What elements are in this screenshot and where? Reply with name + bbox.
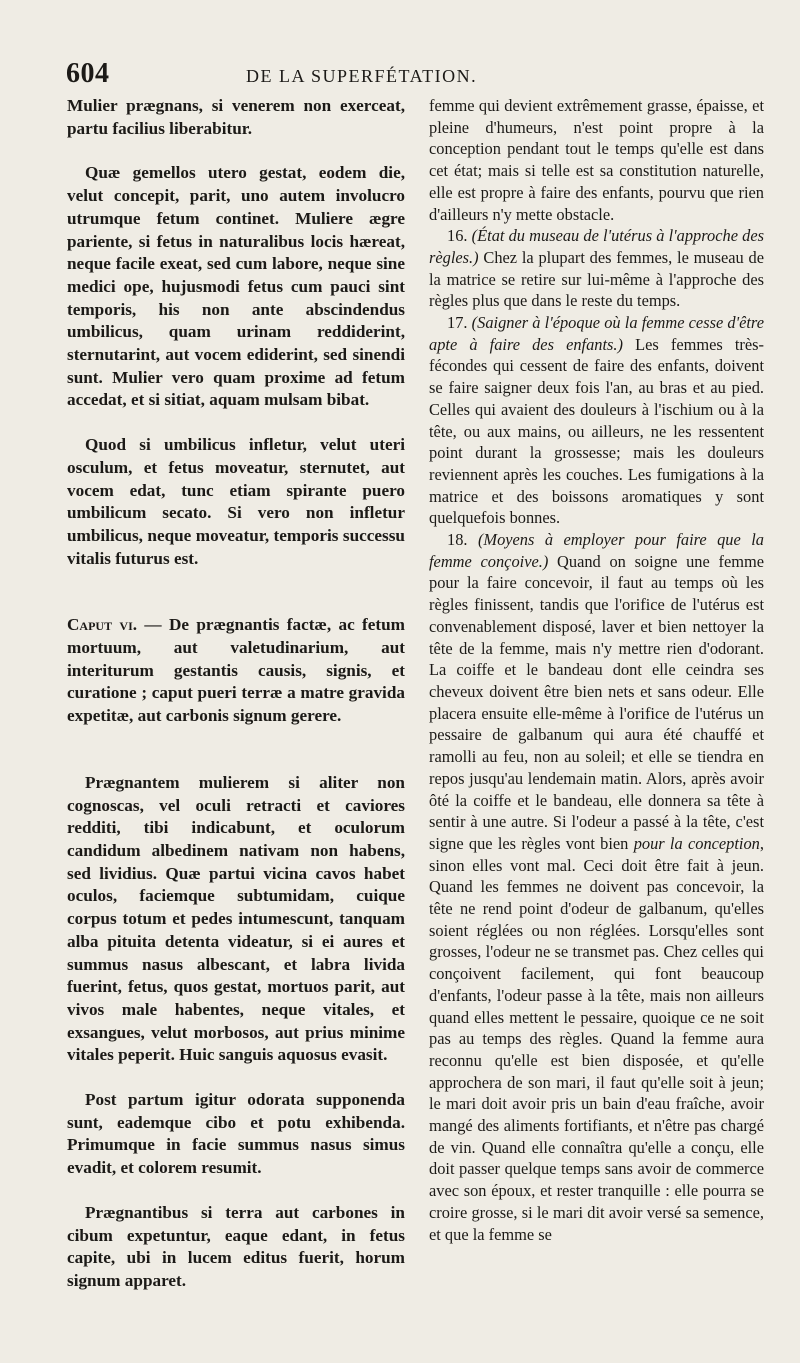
page-header: [66, 58, 734, 92]
running-head: DE LA SUPERFÉTATION.: [246, 66, 478, 86]
section-17-body: Les femmes très-fécondes qui cessent de faire des enfants, doivent se faire saigner deux fois l'an, au bras et au pied. Celles qui avaient des douleurs à l'ischium ou à la tête, ou aux mains, ou ailleurs, ne les ressentent point durant la grossesse; mais les douleurs reviennent après les couches. Les fumigations à la matrice et des boissons aromatiques y sont quelquefois bonnes.: [429, 334, 764, 528]
chapter-heading: [67, 614, 405, 728]
chapter-label: Caput vi.: [67, 615, 138, 635]
section-17-title: (Saigner à l'époque où la femme cesse d'être apte à faire des enfants.): [429, 313, 764, 354]
section-17-number: 17.: [447, 313, 468, 333]
french-paragraph-continued: femme qui devient extrêmement grasse, épaisse, et pleine d'humeurs, n'est point propre à la conception pendant tout le temps qu'elle est dans cet état; mais si telle est sa constitution naturelle, elle est propre à faire des enfants, pourvu que rien d'ailleurs n'y mette obstacle.: [429, 96, 764, 224]
latin-paragraph-2: Quæ gemellos utero gestat, eodem die, velut concepit, parit, uno autem involucro utrumque fetum continet. Muliere ægre pariente, si fetus in naturalibus locis hæreat, neque facile exeat, sed cum labore, neque sine medici ope, hujusmodi fetus cum pauci sint temporis, his non ante abscindendus umbilicus, quam urinam reddiderint, sternutarint, aut vocem ediderint, sed sinendi sunt. Mulier vero quam proxime ad fetum accedat, et si sitiat, aquam mulsam bibat.: [67, 163, 405, 410]
french-column: [429, 95, 764, 1245]
latin-paragraph-7: Prægnantibus si terra aut carbones in cibum expetuntur, eaque edant, in fetus capite, ubi in lucem editus fuerit, horum signum apparet.: [67, 1202, 405, 1290]
page-number: 604: [66, 58, 110, 89]
section-18: [429, 529, 764, 1245]
section-16-body: Chez la plupart des femmes, le museau de la matrice se retire sur lui-même à l'approche des règles plus que dans le reste du temps.: [429, 247, 764, 311]
section-16: [429, 225, 764, 312]
section-16-title: (État du museau de l'utérus à l'approche des règles.): [429, 226, 764, 267]
section-18-body-a: Quand on soigne une femme pour la faire concevoir, il faut au temps où les règles finissent, tandis que l'orifice de l'utérus est convenablement disposé, laver et bien nettoyer la tête de la femme, mais n'y mettre rien d'odorant. La coiffe et le bandeau dont elle ceindra ses cheveux doivent être bien nets et sans odeur. Elle placera ensuite elle-même à l'orifice de l'utérus un pessaire de galbanum qui aura été chauffé et ramolli au feu, non au soleil; et elle se tiendra en repos jusqu'au lendemain matin. Alors, après avoir ôté la coiffe et le bandeau, elle donnera sa tête à sentir à une autre. Si l'odeur a passé à la tête, c'est signe que les règles vont bien: [429, 551, 765, 853]
latin-column: [67, 95, 405, 1293]
latin-paragraph-1: Mulier prægnans, si venerem non exerceat, partu facilius liberabitur.: [67, 96, 405, 138]
section-17: [429, 312, 764, 529]
section-18-title: (Moyens à employer pour faire que la femme conçoive.): [429, 530, 764, 571]
section-18-number: 18.: [447, 530, 468, 550]
section-18-body-b: , sinon elles vont mal. Ceci doit être fait à jeun. Quand les femmes ne doivent pas concevoir, la tête ne rend point d'odeur de galbanum, qu'elles soient réglées ou non réglées. Lorsqu'elles sont grosses, l'odeur ne se transmet pas. Chez celles qui conçoivent facilement, qui font beaucoup d'enfants, l'odeur passe à la tête, mais non ailleurs quand elles mettent le pessaire, quoique ce ne soit pas au temps des règles. Quand la femme aura reconnu qu'elle est bien disposée, et qu'elle approchera de son mari, il faut qu'elle soit à jeun; le mari doit avoir pris un bain d'eau fraîche, avoir mangé des aliments fortifiants, et n'être pas chargé de vin. Quand elle connaîtra qu'elle a conçu, elle doit passer quelque temps sans avoir de commerce avec son époux, et rester tranquille : elle pourra se croire grosse, si le mari dit avoir versé sa semence, et que la femme se: [429, 833, 764, 1244]
chapter-summary: — De prægnantis factæ, ac fetum mortuum, aut valetudinarium, aut interiturum gestantis causis, signis, et curatione ; caput pueri terræ a matre gravida expetitæ, aut carbonis signum gerere.: [67, 615, 405, 726]
latin-paragraph-6: Post partum igitur odorata supponenda sunt, eademque cibo et potu exhibenda. Primumque in facie summus nasus simus evadit, et colorem resumit.: [67, 1090, 405, 1178]
latin-paragraph-3: Quod si umbilicus infletur, velut uteri osculum, et fetus moveatur, sternutet, aut vocem edat, tunc etiam spirante puero umbilicum secato. Si vero non infletur umbilicus, neque moveatur, temporis successu vitalis futurus est.: [67, 435, 405, 568]
latin-paragraph-5: Prægnantem mulierem si aliter non cognoscas, vel oculi retracti et caviores redditi, tibi indicabunt, et oculorum candidum albedinem nativam non habens, sed lividius. Quæ partui vicina cavos habet oculos, faciemque subtumidam, cuique corpus totum et pedes intumescunt, tanquam alba pituita detenta videatur, si ei aures et summus nasus albescant, et labra livida fuerint, fetus, quos gestat, mortuos parit, aut vivos male habentes, neque vitales, et exsangues, velut morbosos, aut prius minime vitales peperit. Huic sanguis aquosus evasit.: [67, 772, 405, 1065]
section-18-emphasis: pour la conception: [633, 833, 760, 853]
section-16-number: 16.: [447, 226, 468, 246]
